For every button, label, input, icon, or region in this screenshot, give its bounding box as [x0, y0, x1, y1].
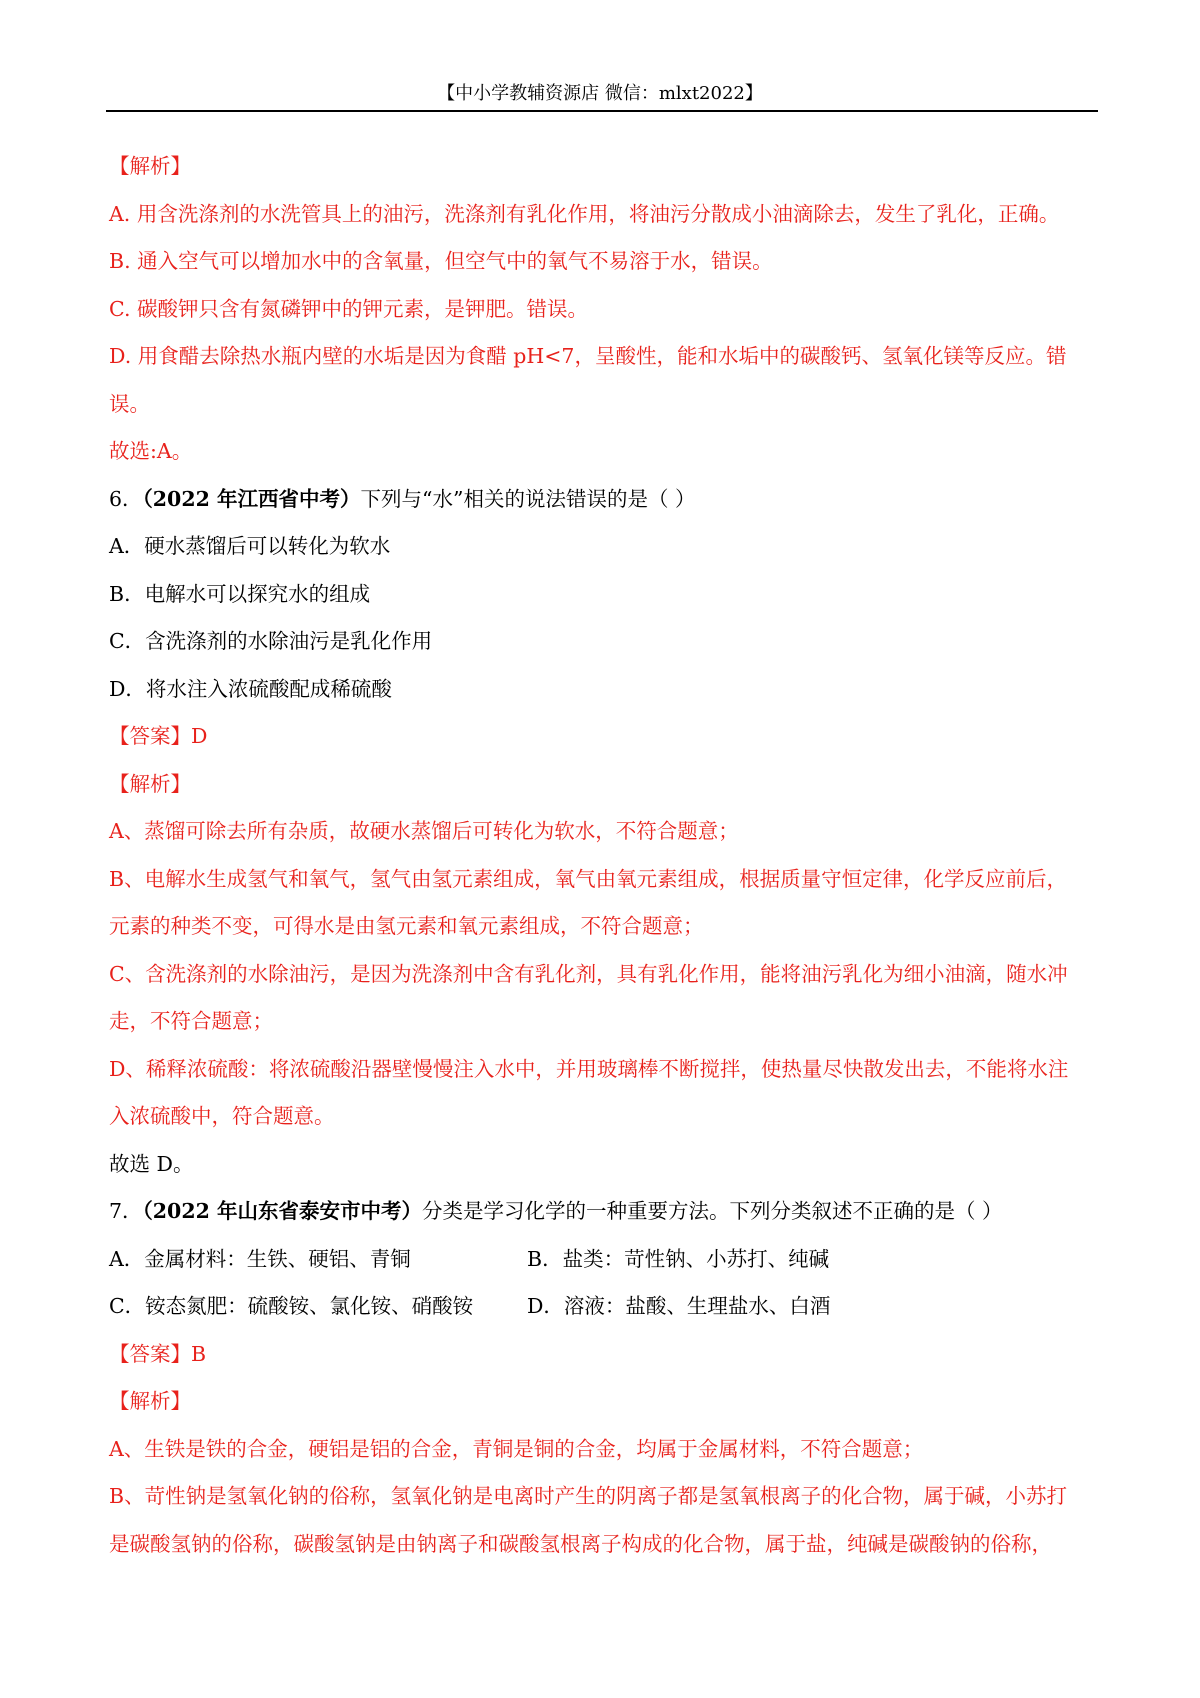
analysis-line: B、苛性钠是氢氧化钠的俗称，氢氧化钠是电离时产生的阴离子都是氢氧根离子的化合物，属于碱，小苏打	[109, 1484, 1068, 1508]
option-d: D．溶液：盐酸、生理盐水、白酒	[527, 1294, 831, 1318]
analysis-line: B. 通入空气可以增加水中的含氧量，但空气中的氧气不易溶于水，错误。	[109, 249, 773, 273]
question-source: （2022 年山东省泰安市中考）	[142, 1199, 422, 1223]
question-text: 分类是学习化学的一种重要方法。下列分类叙述不正确的是（ ）	[422, 1199, 1003, 1223]
page-header: 【中小学教辅资源店 微信：mlxt2022】	[437, 83, 763, 104]
question-text: 下列与“水”相关的说法错误的是（ ）	[360, 486, 696, 511]
analysis-line: C、含洗涤剂的水除油污，是因为洗涤剂中含有乳化剂，具有乳化作用，能将油污乳化为细小油滴，随水冲	[109, 961, 1068, 986]
option-row	[109, 1245, 1099, 1273]
option-d: D．将水注入浓硫酸配成稀硫酸	[109, 676, 392, 701]
question-7-stem	[109, 1197, 1099, 1225]
analysis-line: C. 碳酸钾只含有氮磷钾中的钾元素，是钾肥。错误。	[109, 296, 588, 321]
analysis-line: A. 用含洗涤剂的水洗管具上的油污，洗涤剂有乳化作用，将油污分散成小油滴除去，发生了乳化，正确。	[109, 201, 1060, 226]
analysis-conclusion: 故选 D。	[109, 1151, 194, 1176]
option-b: B．电解水可以探究水的组成	[109, 581, 371, 606]
analysis-line: A、生铁是铁的合金，硬铝是铝的合金，青铜是铜的合金，均属于金属材料，不符合题意；	[109, 1436, 924, 1461]
answer-line	[109, 722, 1099, 750]
question-source: （2022 年江西省中考）	[142, 486, 361, 511]
question-6-stem	[109, 485, 1099, 513]
option-c: C．含洗涤剂的水除油污是乳化作用	[109, 629, 433, 653]
analysis-line: 入浓硫酸中，符合题意。	[109, 1104, 335, 1128]
analysis-line: D、稀释浓硫酸：将浓硫酸沿器壁慢慢注入水中，并用玻璃棒不断搅拌，使热量尽快散发出去，不能将水注	[109, 1056, 1069, 1081]
analysis-conclusion: 故选:A。	[109, 439, 193, 463]
document-body	[109, 152, 1099, 1577]
question-number: 6．	[109, 486, 143, 511]
analysis-line: D. 用食醋去除热水瓶内壁的水垢是因为食醋 pH<7，呈酸性，能和水垢中的碳酸钙、氢氧化镁等反应。错	[109, 344, 1067, 368]
analysis-line: A、蒸馏可除去所有杂质，故硬水蒸馏后可转化为软水，不符合题意；	[109, 819, 739, 843]
option-a: A．金属材料：生铁、硬铝、青铜	[109, 1246, 411, 1271]
analysis-line: 误。	[109, 391, 150, 416]
analysis-line: 走，不符合题意；	[109, 1009, 273, 1033]
answer-line	[109, 1340, 1099, 1368]
analysis-line: 是碳酸氢钠的俗称，碳酸氢钠是由钠离子和碳酸氢根离子构成的化合物，属于盐，纯碱是碳酸钠的俗称，	[109, 1531, 1052, 1556]
header-rule	[106, 110, 1098, 112]
analysis-tag: 【解析】	[109, 1389, 191, 1413]
analysis-tag: 【解析】	[109, 771, 191, 796]
question-number: 7．	[109, 1199, 143, 1223]
analysis-tag: 【解析】	[109, 154, 191, 178]
answer-value: B	[191, 1341, 207, 1366]
option-c: C．铵态氮肥：硫酸铵、氯化铵、硝酸铵	[109, 1294, 474, 1318]
analysis-line: 元素的种类不变，可得水是由氢元素和氧元素组成，不符合题意；	[109, 914, 704, 938]
answer-tag: 【答案】	[109, 724, 191, 748]
option-b: B．盐类：苛性钠、小苏打、纯碱	[527, 1246, 830, 1271]
analysis-line: B、电解水生成氢气和氧气，氢气由氢元素组成，氧气由氧元素组成，根据质量守恒定律，化学反应前后，	[109, 866, 1068, 891]
answer-tag: 【答案】	[109, 1341, 191, 1366]
answer-value: D	[191, 724, 208, 748]
option-a: A．硬水蒸馏后可以转化为软水	[109, 534, 391, 558]
option-row	[109, 1292, 1099, 1320]
